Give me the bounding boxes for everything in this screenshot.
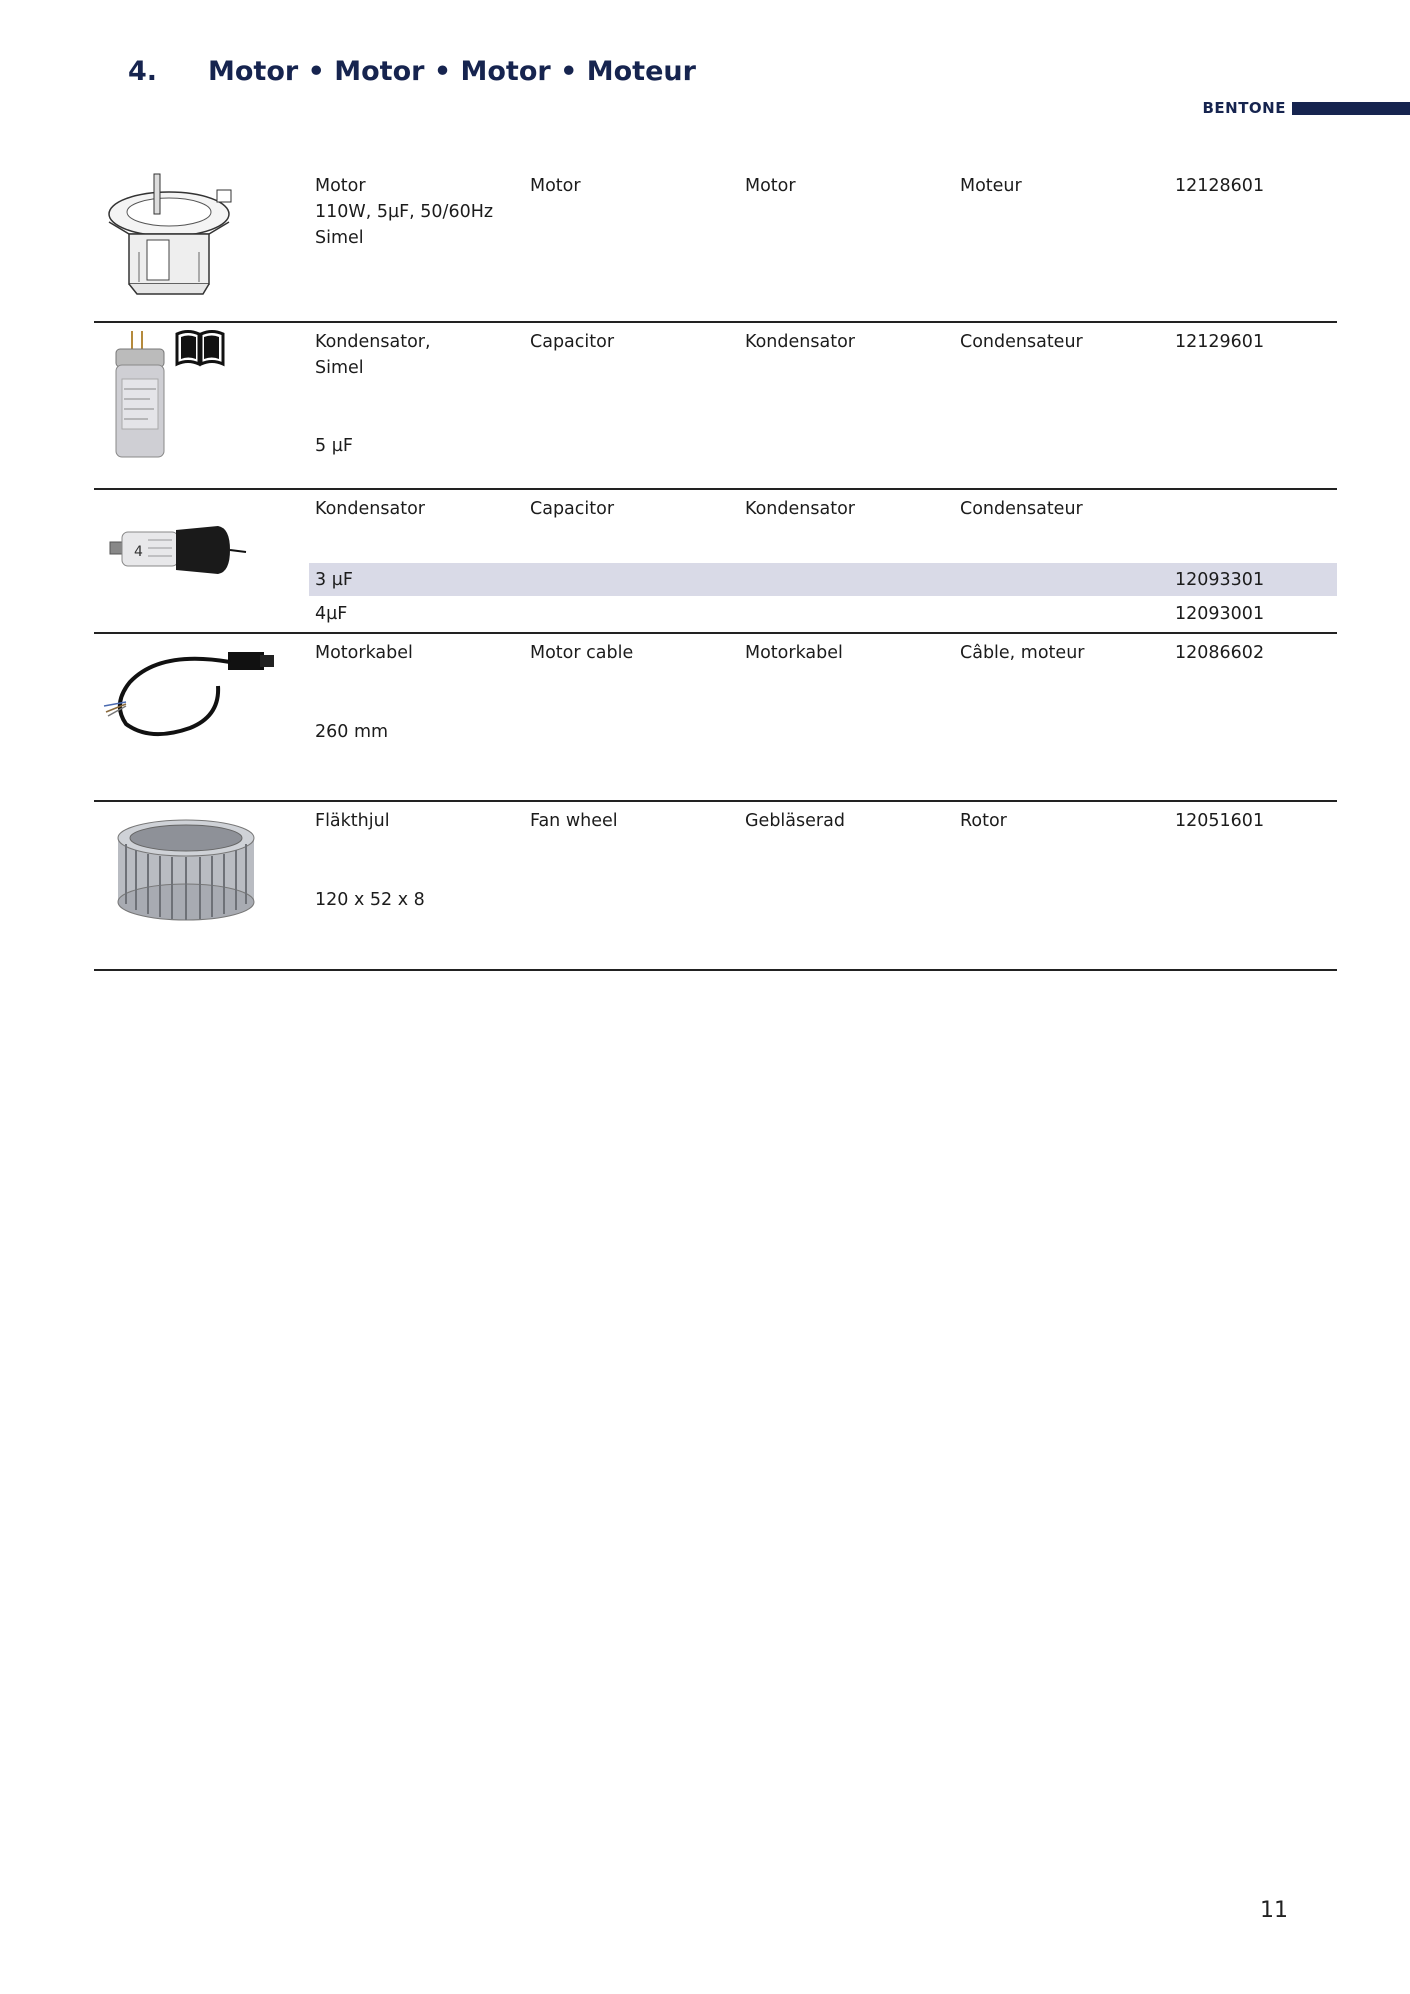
variant-article-number: 12093301 [1175, 570, 1265, 590]
part-name-en: Motor cable [530, 643, 634, 663]
table-row [94, 160, 1337, 323]
part-name-de: Kondensator [745, 332, 855, 352]
book-icon [174, 328, 226, 368]
table-row [94, 802, 1337, 971]
part-maker: Simel [315, 358, 364, 378]
article-number: 12086602 [1175, 643, 1265, 663]
brand-bar [1292, 102, 1410, 115]
part-name-sv: Motorkabel [315, 643, 413, 663]
page-number: 11 [1260, 1898, 1288, 1923]
part-name-de: Kondensator [745, 499, 855, 519]
part-spec: 260 mm [315, 722, 389, 742]
part-name-fr: Rotor [960, 811, 1007, 831]
part-name-fr: Condensateur [960, 499, 1083, 519]
motor-cable-image [100, 642, 280, 742]
part-name-sv: Kondensator [315, 499, 425, 519]
table-row [94, 490, 1337, 634]
part-name-de: Motor [745, 176, 796, 196]
part-name-en: Fan wheel [530, 811, 618, 831]
capacitor-image [110, 329, 170, 469]
section-title: Motor • Motor • Motor • Moteur [208, 56, 696, 87]
section-number: 4. [128, 56, 158, 87]
svg-text:4: 4 [134, 544, 143, 560]
article-number: 12051601 [1175, 811, 1265, 831]
part-name-en: Capacitor [530, 499, 615, 519]
part-name-fr: Condensateur [960, 332, 1083, 352]
table-row [94, 323, 1337, 490]
part-name-en: Capacitor [530, 332, 615, 352]
variant-spec: 4µF [315, 604, 348, 624]
part-name-fr: Câble, moteur [960, 643, 1085, 663]
article-number: 12129601 [1175, 332, 1265, 352]
part-spec: 5 µF [315, 436, 353, 456]
part-name-sv: Motor [315, 176, 366, 196]
motor-image [99, 172, 244, 302]
part-name-fr: Moteur [960, 176, 1022, 196]
part-name-sv: Kondensator, [315, 332, 431, 352]
fan-wheel-image [112, 814, 260, 924]
part-maker: Simel [315, 228, 364, 248]
part-spec: 110W, 5µF, 50/60Hz [315, 202, 494, 222]
variant-article-number: 12093001 [1175, 604, 1265, 624]
part-name-en: Motor [530, 176, 581, 196]
brand-tag [1202, 99, 1410, 117]
table-row [94, 634, 1337, 802]
variant-spec: 3 µF [315, 570, 353, 590]
part-name-sv: Fläkthjul [315, 811, 390, 831]
capacitor-with-plug-image [108, 520, 268, 580]
article-number: 12128601 [1175, 176, 1265, 196]
part-name-de: Gebläserad [745, 811, 845, 831]
brand-label: BENTONE [1202, 99, 1286, 117]
part-name-de: Motorkabel [745, 643, 843, 663]
page-heading [128, 56, 696, 87]
part-spec: 120 x 52 x 8 [315, 890, 425, 910]
